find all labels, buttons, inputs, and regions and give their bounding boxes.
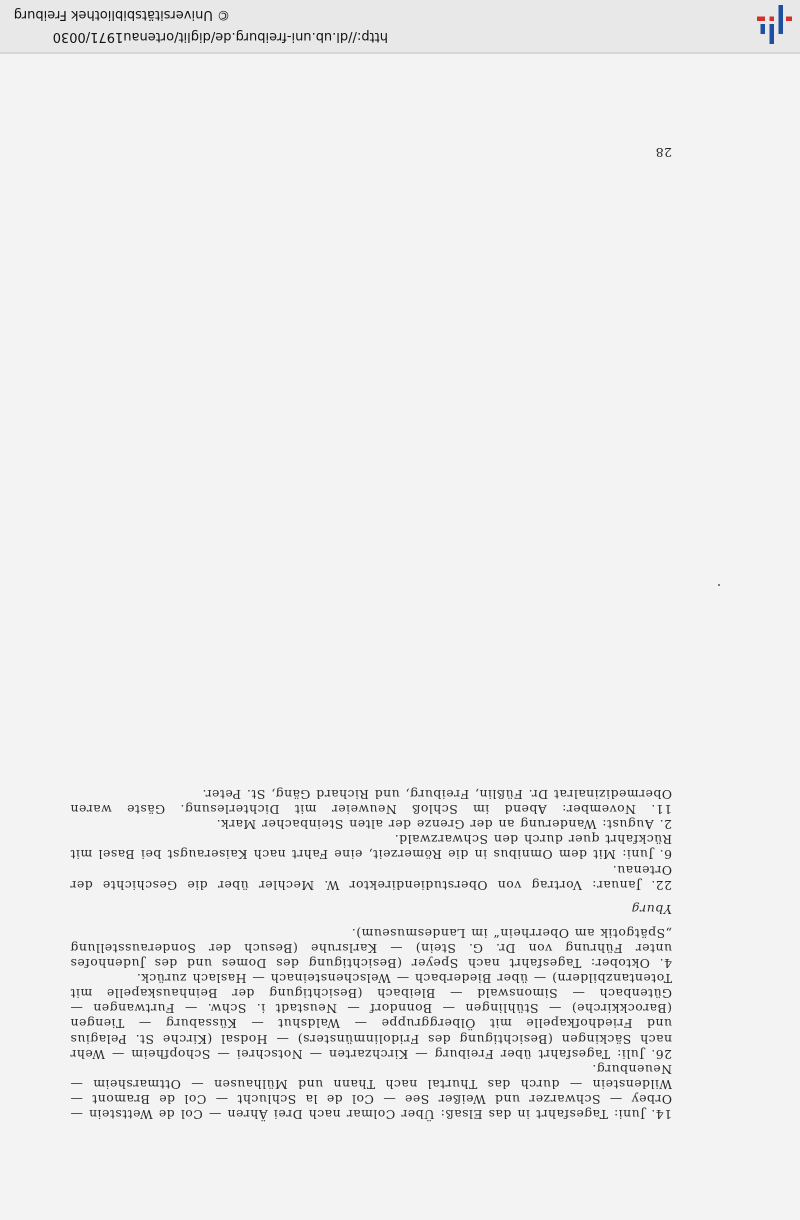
entry-2-august: 2. August: Wanderung an der Grenze der alten Steinbacher Mark. — [216, 817, 672, 833]
section-heading-yburg: Yburg — [631, 901, 672, 917]
page-number: 28 — [655, 145, 672, 160]
logo-accent-top — [770, 17, 775, 22]
scan-speck — [718, 584, 720, 586]
footer-divider — [0, 52, 800, 54]
logo-bar-right — [761, 24, 766, 34]
page-text-block — [70, 787, 672, 1122]
entry-11-november: 11. November: Abend im Schloß Neuweier mit Dichterlesung. Gäste waren Obermedizinalrat Dr. Füßlin, Freiburg, und Richard Gäng, St. Peter. — [70, 787, 672, 818]
entry-4-oktober: 4. Oktober: Tagesfahrt nach Speyer (Besichtigung des Domes und des Judenhofes unter Führung von Dr. G. Stein) — Karlsruhe (Besuch der Sonderausstellung „Spätgotik am Oberrhein“ im Landesmuseum). — [70, 925, 672, 972]
logo-bar-middle — [770, 24, 775, 44]
entry-26-juli: 26. Juli: Tagesfahrt über Freiburg — Kirchzarten — Notschrei — Schopfheim — Wehr nach Säckingen (Besichtigung des Fridolinmünsters) — Hodsal (Kirche St. Pelagius und Friedhofkapelle mit Ölberggruppe — Waldshut — Küssaburg — Tiengen (Barockkirche) — Stühlingen — Bonndorf — Neustadt i. Schw. — Furtwangen — Gütenbach — Simonswald — Bleibach (Besichtigung der Beinhauskapelle mit Totentanzbildern) — über Biederbach — Welschensteinach — Haslach zurück. — [70, 971, 672, 1062]
entry-6-juni: 6. Juni: Mit dem Omnibus in die Römerzeit, eine Fahrt nach Kaiseraugst bei Basel mit Rückfahrt quer durch den Schwarzwald. — [70, 832, 672, 863]
footer-url-link[interactable]: http://dl.ub.uni-freiburg.de/diglit/ortenau1971/0030 — [52, 29, 388, 44]
entry-14-juni: 14. Juni: Tagesfahrt in das Elsaß: Über Colmar nach Drei Ähren — Col de Wettstein — Orbey — Schwarzer und Weißer See — Col de la Schlucht — Col de Bramont — Wildenstein — durch das Thurtal nach Thann und Mülhausen — Ottmarsheim — Neuenburg. — [70, 1061, 672, 1122]
logo-accent-left — [786, 17, 792, 22]
logo-bar-left — [779, 5, 784, 34]
university-library-logo-icon — [752, 4, 796, 48]
scanned-page — [0, 52, 800, 1220]
logo-accent-right — [757, 17, 765, 22]
footer-copyright: © Universitätsbibliothek Freiburg — [13, 7, 230, 22]
entry-22-januar: 22. Januar: Vortrag von Oberstudiendirektor W. Mechler über die Geschichte der Ortenau. — [70, 862, 672, 893]
footer-bar — [0, 0, 800, 52]
